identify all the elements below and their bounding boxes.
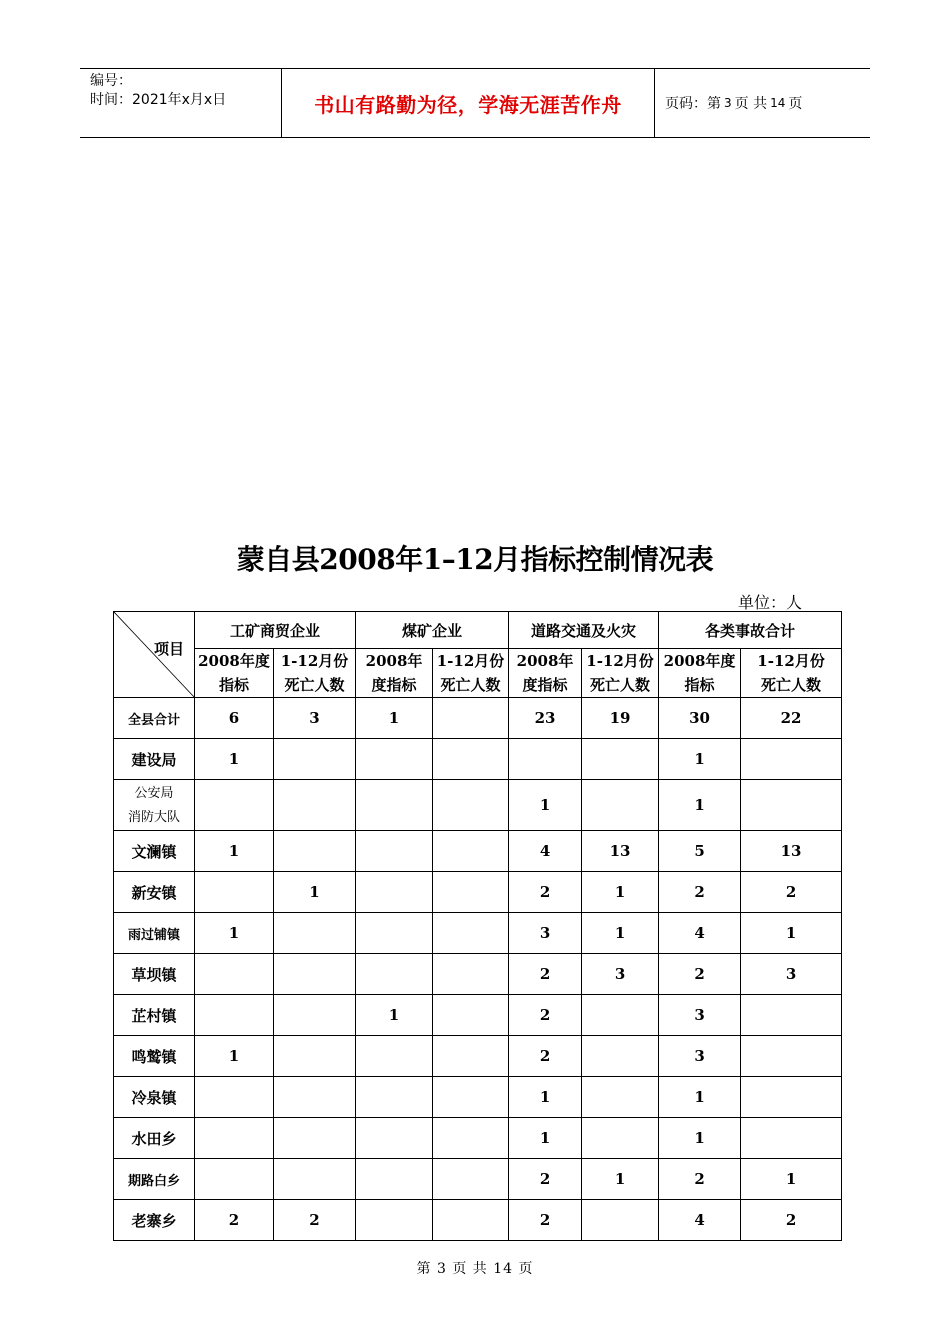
column-subheader xyxy=(509,649,582,698)
row-name xyxy=(114,698,195,739)
page-prefix: 页码：第 xyxy=(665,96,721,112)
table-cell xyxy=(274,831,356,872)
table-cell: 1 xyxy=(659,780,741,831)
table-row xyxy=(114,872,842,913)
table-cell: 2 xyxy=(509,1036,582,1077)
table-row xyxy=(114,995,842,1036)
table-cell xyxy=(433,1118,509,1159)
table-row xyxy=(114,1200,842,1241)
page-footer xyxy=(0,1258,950,1278)
table-cell: 4 xyxy=(509,831,582,872)
table-cell: 2 xyxy=(509,954,582,995)
row-name xyxy=(114,913,195,954)
subheader-line: 指标 xyxy=(218,676,249,694)
header-motto: 书山有路勤为径，学海无涯苦作舟 xyxy=(282,69,655,137)
table-cell: 2 xyxy=(741,872,842,913)
row-name-line: 冷泉镇 xyxy=(131,1088,177,1107)
row-name-line: 公安局 xyxy=(134,786,174,801)
table-cell xyxy=(582,1200,659,1241)
table-cell: 1 xyxy=(356,698,433,739)
table-cell xyxy=(741,1118,842,1159)
table-cell: 2 xyxy=(741,1200,842,1241)
footer-total: 14 xyxy=(493,1261,514,1277)
column-subheader xyxy=(356,649,433,698)
subheader-line: 2008年度 xyxy=(198,652,270,670)
footer-prefix: 第 xyxy=(416,1261,432,1277)
table-cell xyxy=(356,780,433,831)
header-page-number xyxy=(655,69,870,137)
table-cell: 13 xyxy=(582,831,659,872)
table-row xyxy=(114,739,842,780)
table-cell: 3 xyxy=(509,913,582,954)
table-cell xyxy=(274,739,356,780)
group-header: 道路交通及火灾 xyxy=(509,612,659,649)
table-cell: 19 xyxy=(582,698,659,739)
table-cell: 5 xyxy=(659,831,741,872)
table-cell: 1 xyxy=(741,1159,842,1200)
table-cell: 4 xyxy=(659,1200,741,1241)
column-subheader xyxy=(195,649,274,698)
table-cell: 1 xyxy=(195,739,274,780)
table-cell xyxy=(433,872,509,913)
page-suffix: 页 xyxy=(788,96,803,112)
subheader-line: 1-12月份 xyxy=(436,652,505,670)
table-cell: 23 xyxy=(509,698,582,739)
row-name xyxy=(114,954,195,995)
table-cell xyxy=(741,739,842,780)
table-cell: 2 xyxy=(659,954,741,995)
table-cell xyxy=(274,1118,356,1159)
table-cell: 1 xyxy=(195,831,274,872)
row-name-line: 鸣鹫镇 xyxy=(131,1047,177,1066)
table-cell xyxy=(195,780,274,831)
page-header xyxy=(80,68,870,138)
table-cell xyxy=(274,913,356,954)
table-row xyxy=(114,1159,842,1200)
table-cell xyxy=(741,1036,842,1077)
table-row xyxy=(114,1077,842,1118)
row-name xyxy=(114,1036,195,1077)
page-mid: 页 共 xyxy=(734,96,768,112)
table-cell xyxy=(274,1036,356,1077)
subheader-line: 死亡人数 xyxy=(440,676,501,694)
row-name xyxy=(114,872,195,913)
table-cell xyxy=(274,995,356,1036)
table-cell xyxy=(195,1159,274,1200)
header-meta xyxy=(80,69,282,137)
column-subheader xyxy=(741,649,842,698)
page-current: 3 xyxy=(724,96,732,110)
row-name xyxy=(114,1118,195,1159)
table-cell: 1 xyxy=(509,780,582,831)
table-cell xyxy=(274,780,356,831)
table-cell: 2 xyxy=(509,872,582,913)
table-cell: 3 xyxy=(582,954,659,995)
group-header: 煤矿企业 xyxy=(356,612,509,649)
table-cell xyxy=(433,1077,509,1118)
table-cell xyxy=(433,1159,509,1200)
row-name-line: 文澜镇 xyxy=(131,842,177,861)
time-label: 时间：2021年x月x日 xyxy=(90,92,227,108)
table-cell: 1 xyxy=(195,913,274,954)
table-cell xyxy=(433,831,509,872)
table-cell xyxy=(433,913,509,954)
footer-mid: 页 共 xyxy=(452,1261,488,1277)
table-cell: 1 xyxy=(659,1077,741,1118)
row-name-line: 老寨乡 xyxy=(131,1211,177,1230)
unit-label: 单位：人 xyxy=(738,593,803,612)
subheader-line: 2008年 xyxy=(365,652,423,670)
table-cell: 2 xyxy=(195,1200,274,1241)
row-name xyxy=(114,1077,195,1118)
row-name xyxy=(114,780,195,831)
row-name xyxy=(114,739,195,780)
table-cell xyxy=(433,698,509,739)
table-cell: 6 xyxy=(195,698,274,739)
row-name-line: 建设局 xyxy=(131,750,177,769)
row-name-line: 雨过铺镇 xyxy=(127,927,180,943)
table-cell: 2 xyxy=(509,995,582,1036)
subheader-line: 度指标 xyxy=(522,676,568,694)
table-cell xyxy=(195,872,274,913)
footer-suffix: 页 xyxy=(518,1261,534,1277)
row-name-line: 期路白乡 xyxy=(127,1173,180,1189)
table-cell xyxy=(274,954,356,995)
table-cell: 1 xyxy=(582,913,659,954)
footer-current: 3 xyxy=(436,1261,447,1277)
subheader-line: 指标 xyxy=(684,676,715,694)
table-cell: 1 xyxy=(582,872,659,913)
subheader-line: 1-12月份 xyxy=(757,652,825,670)
subheader-line: 死亡人数 xyxy=(284,676,345,694)
table-cell xyxy=(741,1077,842,1118)
table-cell: 1 xyxy=(741,913,842,954)
table-cell xyxy=(582,1036,659,1077)
row-name-line: 全县合计 xyxy=(127,712,180,728)
table-cell xyxy=(741,995,842,1036)
subheader-line: 1-12月份 xyxy=(280,652,349,670)
table-cell xyxy=(356,954,433,995)
table-cell xyxy=(582,1077,659,1118)
page-total: 14 xyxy=(770,96,786,110)
table-cell: 3 xyxy=(659,1036,741,1077)
row-name xyxy=(114,1200,195,1241)
table-cell xyxy=(356,1036,433,1077)
table-cell: 2 xyxy=(659,1159,741,1200)
document-title: 蒙自县2008年1–12月指标控制情况表 xyxy=(236,543,714,576)
table-cell: 4 xyxy=(659,913,741,954)
table-cell xyxy=(195,954,274,995)
row-name xyxy=(114,831,195,872)
table-cell: 13 xyxy=(741,831,842,872)
table-cell: 2 xyxy=(659,872,741,913)
table-cell xyxy=(582,995,659,1036)
table-cell xyxy=(433,1036,509,1077)
row-name-line: 水田乡 xyxy=(131,1129,177,1148)
table-row xyxy=(114,954,842,995)
table-cell: 1 xyxy=(659,1118,741,1159)
table-cell: 3 xyxy=(741,954,842,995)
column-subheader xyxy=(659,649,741,698)
number-label: 编号： xyxy=(90,73,132,89)
table-cell xyxy=(433,954,509,995)
table-row xyxy=(114,780,842,831)
table-cell xyxy=(433,995,509,1036)
row-name xyxy=(114,1159,195,1200)
table-cell xyxy=(356,913,433,954)
table-cell: 1 xyxy=(195,1036,274,1077)
table-cell xyxy=(356,739,433,780)
table-cell xyxy=(582,780,659,831)
row-name xyxy=(114,995,195,1036)
indicator-table xyxy=(113,611,842,1241)
table-cell xyxy=(582,739,659,780)
table-cell xyxy=(195,1118,274,1159)
table-row xyxy=(114,1118,842,1159)
table-cell xyxy=(274,1077,356,1118)
table-cell xyxy=(195,995,274,1036)
table-cell: 1 xyxy=(509,1118,582,1159)
table-cell: 22 xyxy=(741,698,842,739)
table-row xyxy=(114,698,842,739)
table-row xyxy=(114,913,842,954)
table-cell: 30 xyxy=(659,698,741,739)
subheader-line: 1-12月份 xyxy=(586,652,654,670)
row-name-line: 消防大队 xyxy=(127,810,180,825)
table-cell: 2 xyxy=(509,1159,582,1200)
table-cell xyxy=(741,780,842,831)
table-row xyxy=(114,1036,842,1077)
table-cell xyxy=(356,872,433,913)
subheader-line: 死亡人数 xyxy=(761,676,822,694)
table-cell: 1 xyxy=(659,739,741,780)
table-cell: 1 xyxy=(274,872,356,913)
group-header: 工矿商贸企业 xyxy=(195,612,356,649)
table-cell xyxy=(582,1118,659,1159)
column-subheader xyxy=(433,649,509,698)
table-cell xyxy=(509,739,582,780)
row-name-line: 新安镇 xyxy=(131,883,177,902)
table-cell: 2 xyxy=(509,1200,582,1241)
table-cell xyxy=(356,1118,433,1159)
corner-cell xyxy=(114,612,195,698)
table-cell xyxy=(433,780,509,831)
row-name-line: 芷村镇 xyxy=(131,1006,177,1025)
column-subheader xyxy=(274,649,356,698)
table-cell xyxy=(356,1200,433,1241)
column-subheader xyxy=(582,649,659,698)
table-cell xyxy=(274,1159,356,1200)
subheader-line: 死亡人数 xyxy=(590,676,651,694)
row-name-line: 草坝镇 xyxy=(131,965,177,984)
table-cell xyxy=(433,739,509,780)
table-cell: 3 xyxy=(274,698,356,739)
table-row xyxy=(114,831,842,872)
table-cell xyxy=(356,831,433,872)
subheader-line: 度指标 xyxy=(371,676,417,694)
table-cell: 3 xyxy=(659,995,741,1036)
table-cell: 1 xyxy=(582,1159,659,1200)
subheader-line: 2008年度 xyxy=(663,652,736,670)
table-cell xyxy=(356,1077,433,1118)
group-header: 各类事故合计 xyxy=(659,612,842,649)
table-cell: 1 xyxy=(509,1077,582,1118)
table-cell xyxy=(195,1077,274,1118)
corner-label: 项目 xyxy=(154,640,185,658)
table-cell xyxy=(356,1159,433,1200)
table-cell: 2 xyxy=(274,1200,356,1241)
table-cell xyxy=(433,1200,509,1241)
subheader-line: 2008年 xyxy=(516,652,574,670)
table-cell: 1 xyxy=(356,995,433,1036)
